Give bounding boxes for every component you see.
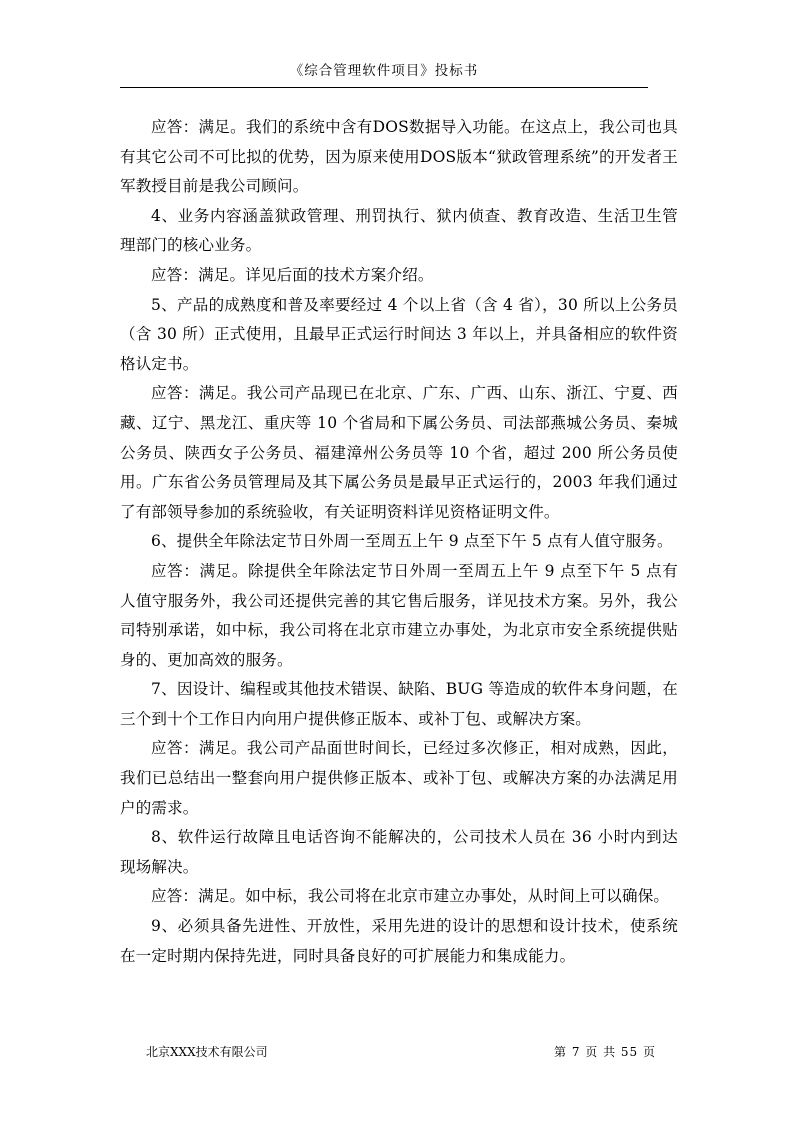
answer-7-paragraph: 应答：满足。我公司产品面世时间长，已经过多次修正，相对成熟，因此，我们已总结出一整套向用户提供修正版本、或补丁包、或解决方案的办法满足用户的需求。 [120,739,678,817]
document-title: 《综合管理软件项目》投标书 [289,63,479,79]
requirement-6-paragraph: 6、提供全年除法定节日外周一至周五上午 9 点至下午 5 点有人值守服务。 [151,532,673,551]
answer-paragraph-dos-import: 应答：满足。我们的系统中含有DOS数据导入功能。在这点上，我公司也具有其它公司不可比拟的优势，因为原来使用DOS版本“狱政管理系统”的开发者王军教授目前是我公司顾问。 [120,118,678,196]
answer-8-paragraph: 应答：满足。如中标，我公司将在北京市建立办事处，从时间上可以确保。 [151,887,670,906]
footer-company-name: 北京XXX技术有限公司 [146,1045,268,1059]
page-header [120,55,648,88]
answer-6-paragraph: 应答：满足。除提供全年除法定节日外周一至周五上午 9 点至下午 5 点有人值守服务外，我公司还提供完善的其它售后服务，详见技术方案。另外，我公司特别承诺，如中标，我公司将在北京市建立办事处，为北京市安全系统提供贴身的、更加高效的服务。 [120,561,678,669]
requirement-5-paragraph: 5、产品的成熟度和普及率要经过 4 个以上省（含 4 省），30 所以上公务员（含 30 所）正式使用，且最早正式运行时间达 3 年以上，并具备相应的软件资格认定书。 [120,295,678,373]
page-footer [146,1043,666,1063]
document-body [120,113,678,971]
footer-page-number: 第 7 页 共 55 页 [554,1045,656,1059]
answer-5-paragraph: 应答：满足。我公司产品现已在北京、广东、广西、山东、浙江、宁夏、西藏、辽宁、黑龙江、重庆等 10 个省局和下属公务员、司法部燕城公务员、秦城公务员、陕西女子公务员、福建漳州公务员等 10 个省，超过 200 所公务员使用。广东省公务员管理局及其下属公务员是最早正式运行的，2003 年我们通过了有部领导参加的系统验收，有关证明资料详见资格证明文件。 [120,384,678,521]
answer-4-paragraph: 应答：满足。详见后面的技术方案介绍。 [151,265,434,284]
requirement-8-paragraph: 8、软件运行故障且电话咨询不能解决的，公司技术人员在 36 小时内到达现场解决。 [120,828,678,876]
requirement-4-paragraph: 4、业务内容涵盖狱政管理、刑罚执行、狱内侦查、教育改造、生活卫生管理部门的核心业务。 [120,206,678,255]
requirement-7-paragraph: 7、因设计、编程或其他技术错误、缺陷、BUG 等造成的软件本身问题，在三个到十个工作日内向用户提供修正版本、或补丁包、或解决方案。 [120,680,678,728]
requirement-9-paragraph: 9、必须具备先进性、开放性，采用先进的设计的思想和设计技术，使系统在一定时期内保持先进，同时具备良好的可扩展能力和集成能力。 [120,917,678,965]
